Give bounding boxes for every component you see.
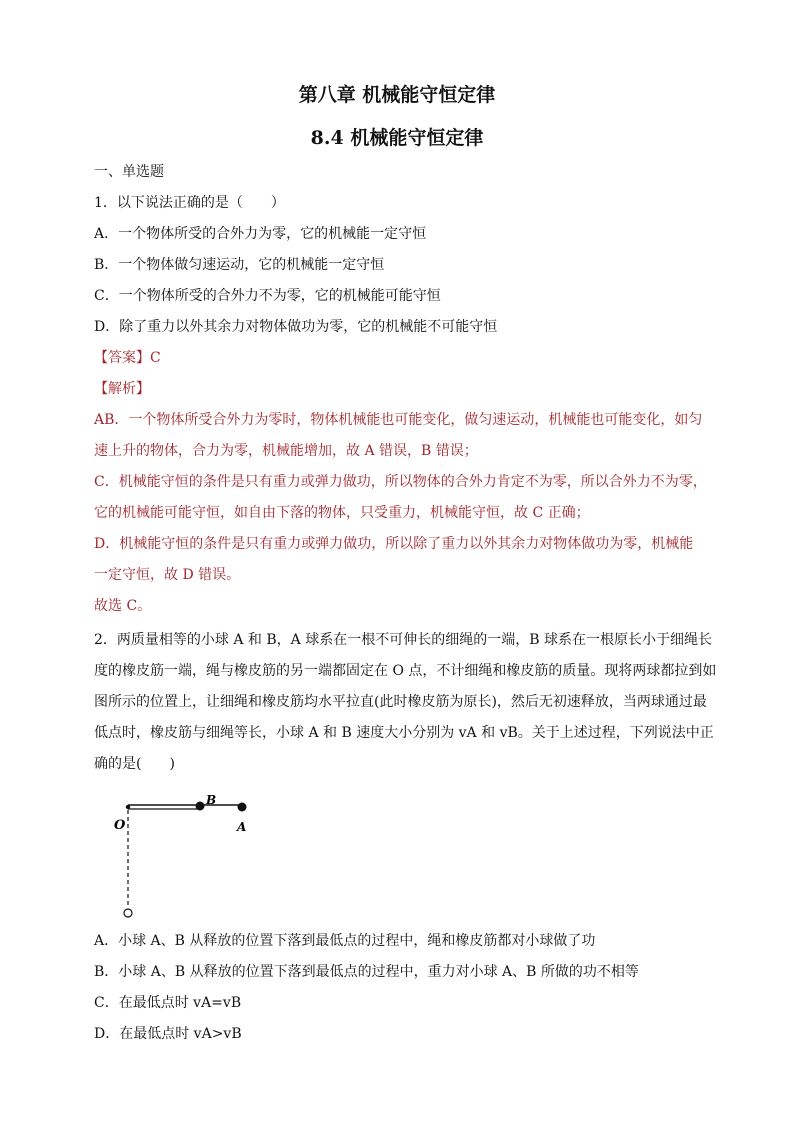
q2-stem-line: 度的橡皮筋一端，绳与橡皮筋的另一端都固定在 O 点，不计细绳和橡皮筋的质量。现将两球都拉到如 — [94, 663, 717, 679]
q1-analysis-line: D．机械能守恒的条件是只有重力或弹力做功，所以除了重力以外其余力对物体做功为零，机械能 — [94, 536, 694, 552]
q1-option-b: B．一个物体做匀速运动，它的机械能一定守恒 — [94, 257, 385, 273]
q2-stem-line: 低点时，橡皮筋与细绳等长，小球 A 和 B 速度大小分别为 vA 和 vB。关于上述过程，下列说法中正 — [94, 725, 714, 741]
q2-option-b: B．小球 A、B 从释放的位置下落到最低点的过程中，重力对小球 A、B 所做的功不相等 — [94, 964, 639, 980]
q1-analysis-label: 【解析】 — [94, 381, 150, 397]
section-heading: 一、单选题 — [94, 164, 164, 180]
q1-analysis-line: 故选 C。 — [94, 598, 152, 614]
chapter-title: 第八章 机械能守恒定律 — [298, 84, 496, 106]
lowest-point-marker — [124, 909, 132, 917]
label-b: B — [206, 793, 217, 807]
ball-b — [196, 802, 205, 811]
q1-analysis-line: 它的机械能可能守恒，如自由下落的物体，只受重力，机械能守恒，故 C 正确； — [94, 505, 590, 521]
q2-option-d: D．在最低点时 vA>vB — [94, 1026, 242, 1042]
label-a: A — [237, 820, 247, 834]
q1-analysis-line: 速上升的物体，合力为零，机械能增加，故 A 错误，B 错误； — [94, 443, 478, 459]
q2-stem-line: 图所示的位置上，让细绳和橡皮筋均水平拉直(此时橡皮筋为原长)，然后无初速释放，当两球通过最 — [94, 694, 707, 710]
q1-option-a: A．一个物体所受的合外力为零，它的机械能一定守恒 — [94, 226, 427, 242]
q2-option-c: C．在最低点时 vA=vB — [94, 995, 242, 1011]
q1-analysis-line: 一定守恒，故 D 错误。 — [94, 567, 241, 583]
ball-a — [238, 803, 247, 812]
q1-option-d: D．除了重力以外其余力对物体做功为零，它的机械能不可能守恒 — [94, 319, 498, 335]
q1-analysis-line: AB．一个物体所受合外力为零时，物体机械能也可能变化，做匀速运动，机械能也可能变化，如匀 — [94, 412, 703, 428]
q2-option-a: A．小球 A、B 从释放的位置下落到最低点的过程中，绳和橡皮筋都对小球做了功 — [94, 933, 596, 949]
label-o: O — [114, 818, 126, 833]
pendulum-diagram — [112, 790, 262, 920]
q2-stem-line: 2．两质量相等的小球 A 和 B，A 球系在一根不可伸长的细绳的一端，B 球系在一根原长小于细绳长 — [94, 632, 712, 648]
q1-option-c: C．一个物体所受的合外力不为零，它的机械能可能守恒 — [94, 288, 441, 304]
q1-analysis-line: C．机械能守恒的条件是只有重力或弹力做功，所以物体的合外力肯定不为零，所以合外力不为零， — [94, 474, 707, 490]
pivot-point — [126, 805, 130, 809]
q1-answer: 【答案】C — [94, 350, 161, 366]
q1-stem: 1．以下说法正确的是（ ） — [94, 195, 285, 211]
section-title: 8.4 机械能守恒定律 — [310, 127, 484, 149]
q2-stem-line: 确的是( ) — [94, 756, 175, 772]
